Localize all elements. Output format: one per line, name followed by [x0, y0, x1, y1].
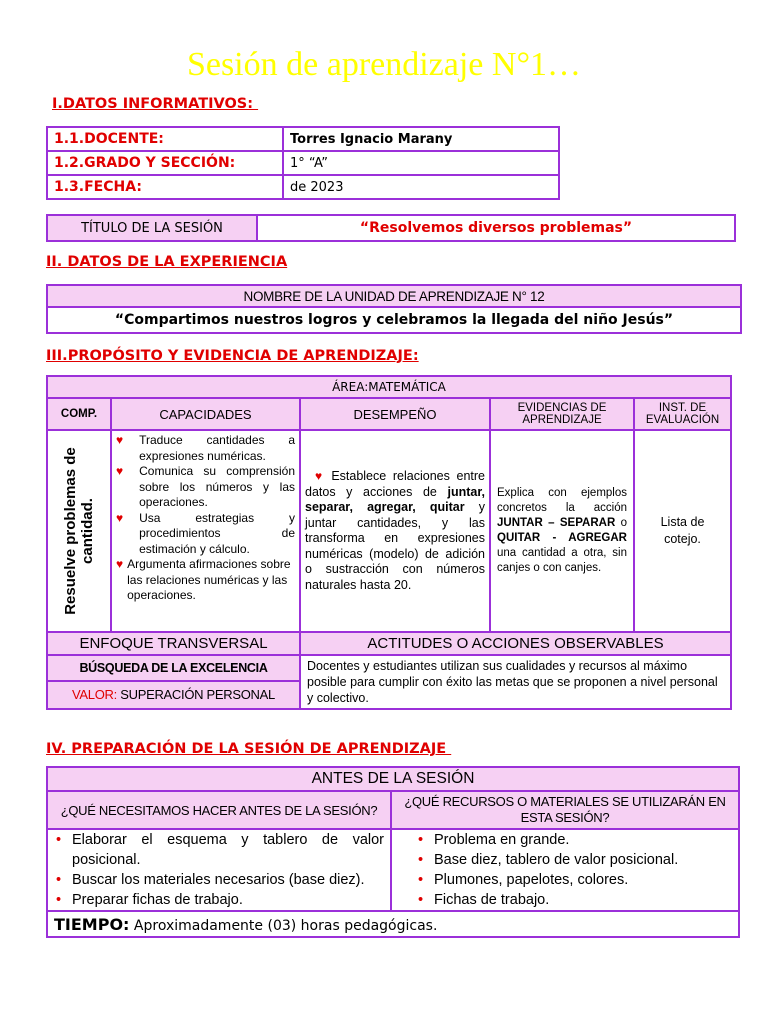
competencia-cell	[47, 430, 111, 632]
prep-col-tasks: ¿QUÉ NECESITAMOS HACER ANTES DE LA SESIÓN?	[47, 791, 391, 829]
session-title-table	[46, 214, 736, 242]
heart-icon: ♥	[116, 433, 124, 447]
col-desempeno: DESEMPEÑO	[300, 398, 490, 430]
evidencia-text-c: o	[615, 517, 628, 529]
material-item: • Base diez, tablero de valor posicional.	[434, 850, 732, 870]
actitudes-value: Docentes y estudiantes utilizan sus cualidades y recursos al máximo posible para cumplir con éxito las metas que se proponen a nivel personal y colectivo.	[300, 655, 731, 709]
section-heading-preparacion: IV. PREPARACIÓN DE LA SESIÓN DE APRENDIZAJE	[46, 741, 452, 757]
actitudes-header: ACTITUDES O ACCIONES OBSERVABLES	[300, 632, 731, 655]
area-header: ÁREA:MATEMÁTICA	[47, 376, 731, 398]
capacidad-item: Argumenta afirmaciones sobre las relaciones numéricas y las operaciones.	[127, 557, 291, 602]
capacidad-item: Traduce cantidades a expresiones numéricas.	[139, 433, 295, 463]
material-item: • Plumones, papelotes, colores.	[434, 870, 732, 890]
fecha-label: 1.3.FECHA:	[47, 175, 283, 199]
desempeno-text-c: y juntar cantidades, y las transforma en expresiones numéricas (modelo) de adición o sustracción con números naturales hasta 20.	[305, 500, 485, 592]
heart-icon: ♥	[315, 469, 326, 483]
capacidad-item: Usa estrategias y procedimientos de estimación y cálculo.	[139, 510, 295, 556]
valor-cell	[47, 681, 300, 709]
unidad-name: “Compartimos nuestros logros y celebramos la llegada del niño Jesús”	[47, 307, 741, 333]
docente-label: 1.1.DOCENTE:	[47, 127, 283, 151]
tiempo-cell	[47, 911, 739, 937]
task-item: • Buscar los materiales necesarios (base diez).	[72, 870, 384, 890]
enfoque-header: ENFOQUE TRANSVERSAL	[47, 632, 300, 655]
capacidad-item: Comunica su comprensión sobre los números y las operaciones.	[139, 464, 295, 509]
grado-label: 1.2.GRADO Y SECCIÓN:	[47, 151, 283, 175]
task-item: • Elaborar el esquema y tablero de valor posicional.	[72, 830, 384, 870]
desempeno-text-a: Establece relaciones entre datos y acciones de	[305, 469, 485, 499]
col-comp: COMP.	[47, 398, 111, 430]
unidad-header: NOMBRE DE LA UNIDAD DE APRENDIZAJE N° 12	[47, 285, 741, 307]
col-evidencias: EVIDENCIAS DE APRENDIZAJE	[490, 398, 634, 430]
tiempo-label: TIEMPO:	[54, 914, 130, 934]
prep-col-materials: ¿QUÉ RECURSOS O MATERIALES SE UTILIZARÁN EN ESTA SESIÓN?	[391, 791, 739, 829]
competencia-text: Resuelve problemas de cantidad.	[62, 447, 96, 615]
col-capacidades: CAPACIDADES	[111, 398, 300, 430]
evidencia-cell	[490, 430, 634, 632]
grado-value: 1° “A”	[283, 151, 559, 175]
session-title-label: TÍTULO DE LA SESIÓN	[47, 215, 257, 241]
evidencia-action-2: QUITAR - AGREGAR	[497, 532, 627, 544]
page-title: Sesión de aprendizaje N°1…	[186, 46, 582, 83]
section-heading-proposito: III.PROPÓSITO Y EVIDENCIA DE APRENDIZAJE:	[46, 348, 419, 364]
unidad-table	[46, 284, 742, 334]
valor-label: VALOR:	[72, 687, 121, 703]
evidencia-text-a: Explica con ejemplos concretos la acción	[497, 487, 627, 514]
heart-icon: ♥	[116, 464, 124, 478]
docente-value: Torres Ignacio Marany	[283, 127, 559, 151]
material-item: • Problema en grande.	[434, 830, 732, 850]
enfoque-value: BÚSQUEDA DE LA EXCELENCIA	[47, 655, 300, 681]
desempeno-cell	[300, 430, 490, 632]
valor-value: SUPERACIÓN PERSONAL	[120, 687, 275, 703]
heart-icon: ♥	[116, 510, 124, 525]
area-table	[46, 375, 732, 710]
session-title-value: “Resolvemos diversos problemas”	[257, 215, 735, 241]
instrumento-cell: Lista de cotejo.	[634, 430, 731, 632]
evidencia-text-e: una cantidad a otra, sin canjes o con canjes.	[497, 547, 627, 574]
section-heading-datos: I.DATOS INFORMATIVOS:	[52, 96, 259, 112]
materials-cell	[391, 829, 739, 911]
info-table	[46, 126, 560, 200]
prep-header: ANTES DE LA SESIÓN	[47, 767, 739, 791]
tasks-cell	[47, 829, 391, 911]
preparacion-table	[46, 766, 740, 938]
task-item: • Preparar fichas de trabajo.	[72, 890, 384, 910]
desempeno-actions: juntar, separar, agregar, quitar	[305, 484, 485, 514]
tiempo-value: Aproximadamente (03) horas pedagógicas.	[129, 917, 438, 934]
col-inst: INST. DE EVALUACIÓN	[634, 398, 731, 430]
material-item: • Fichas de trabajo.	[434, 890, 732, 910]
section-heading-experiencia: II. DATOS DE LA EXPERIENCIA	[46, 254, 288, 270]
fecha-value: de 2023	[283, 175, 559, 199]
capacidades-cell	[111, 430, 300, 632]
heart-icon: ♥	[116, 557, 124, 571]
evidencia-action-1: JUNTAR – SEPARAR	[497, 517, 616, 529]
